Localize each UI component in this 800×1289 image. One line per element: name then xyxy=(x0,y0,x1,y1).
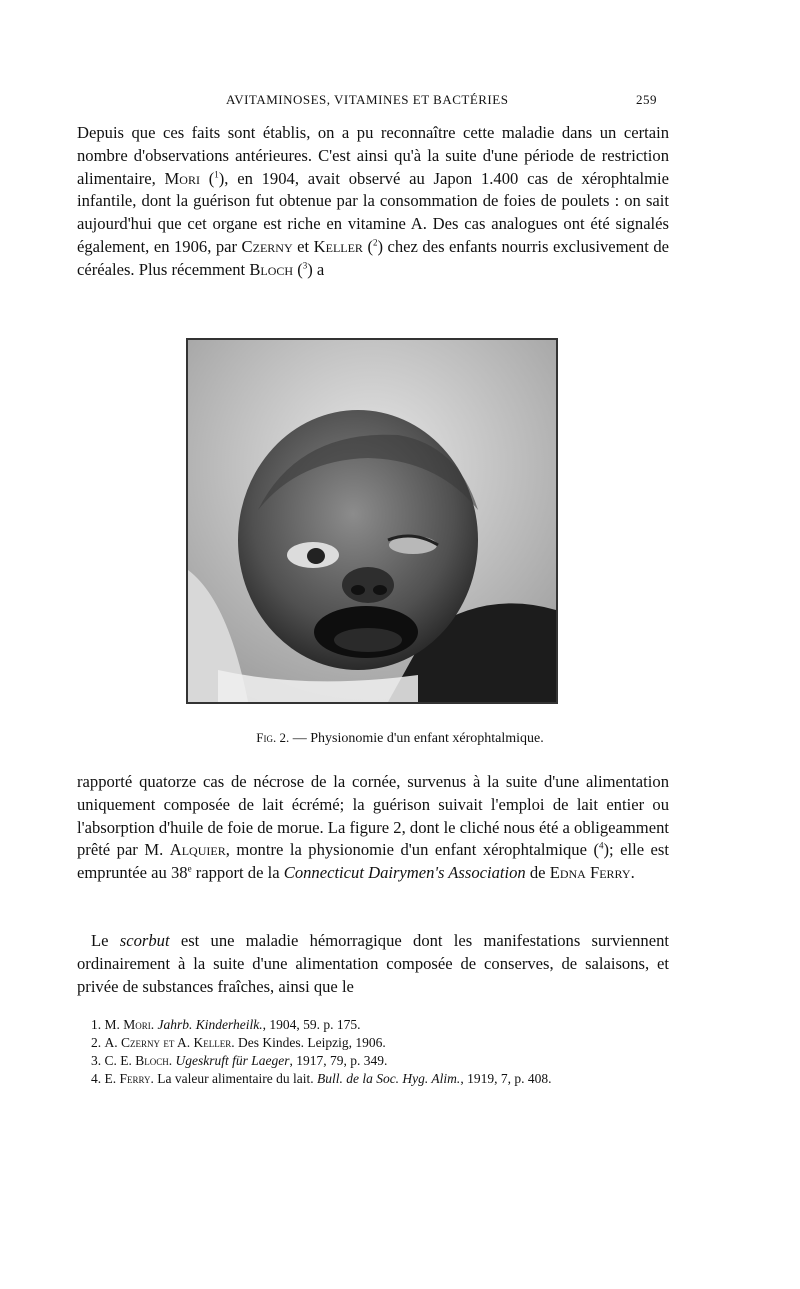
footnote-journal: Ugeskruft für Laeger xyxy=(175,1053,290,1068)
author-czerny: Czerny xyxy=(241,236,293,256)
footnote-rest: , 1919, 7, p. 408. xyxy=(460,1071,552,1086)
footnote-ref-2: 2 xyxy=(372,237,378,248)
figure-caption xyxy=(0,730,800,747)
paragraph-1-text-e: a xyxy=(312,259,325,279)
paragraph-1-text-b: , en 1904, avait observé au Japon 1.400 cas de xérophtalmie infantile, dont la guérison fut obtenue par la consommation de foies de poulets : on sait aujourd'hui que cet organe est riche en vitamine A. Des cas analogues ont été signalés également, en 1906, par xyxy=(77,168,669,256)
footnote-number: 4. xyxy=(91,1071,102,1086)
figure-label: Fig. 2. xyxy=(256,730,290,745)
author-bloch: Bloch xyxy=(249,259,294,279)
footnote-rest: , 1904, 59. p. 175. xyxy=(262,1017,361,1032)
footnote-author: C. E. Bloch. xyxy=(104,1053,173,1068)
paragraph-2-text-c: ; elle est empruntée au 38 xyxy=(77,840,669,883)
footnote-number: 2. xyxy=(91,1035,102,1050)
author-keller: Keller xyxy=(313,236,363,256)
author-alquier: Alquier xyxy=(169,840,226,860)
paragraph-2: rapporté quatorze cas de nécrose de la cornée, survenus à la suite d'une alimentation uniquement composée de lait écrémé; la guérison suivait l'emploi de lait entier ou l'absorption d'huile de foie de morue. La figure 2, dont le cliché nous été a obligeamment prêté par M. Alquier, montre la physionomie d'un enfant xérophtalmique ($^4$); elle est empruntée au 38e rapport de la Connecticut Dairymen's Association de Edna Ferry. xyxy=(77,772,669,883)
paragraph-1-text-d: chez des enfants nourris exclusivement de céréales. Plus récemment xyxy=(77,236,669,279)
footnote-text: La valeur alimentaire du lait. xyxy=(153,1071,317,1086)
paragraph-2-text-f: . xyxy=(630,863,635,883)
footnote-rest: , 1917, 79, p. 349. xyxy=(289,1053,388,1068)
paragraph-2-text-e: de xyxy=(525,863,550,883)
footnote-author: E. Ferry. xyxy=(104,1071,154,1086)
figure-caption-text: — Physionomie d'un enfant xérophtalmique. xyxy=(289,731,544,746)
paragraph-3-text-a: Le xyxy=(91,931,120,950)
running-header xyxy=(0,92,800,112)
paragraph-2-text-a: rapporté quatorze cas de nécrose de la cornée, survenus à la suite d'une alimentation uniquement composée de lait écrémé; la guérison suivait l'emploi de lait entier ou l'absorption d'huile de foie de morue. La figure 2, dont le cliché nous été a obligeamment prêté par M. xyxy=(77,772,669,860)
footnotes xyxy=(77,1016,669,1088)
footnote-3 xyxy=(77,1052,669,1070)
footnote-author: A. Czerny et A. Keller. xyxy=(104,1035,235,1050)
footnote-author: M. Mori. xyxy=(104,1017,155,1032)
ordinal-suffix: e xyxy=(187,863,192,874)
footnote-1 xyxy=(77,1016,669,1034)
footnote-ref-4: 4 xyxy=(598,840,604,851)
paragraph-3 xyxy=(77,930,669,998)
figure-photograph xyxy=(186,338,558,704)
paragraph-1-text-a: Depuis que ces faits sont établis, on a pu reconnaître cette maladie dans un certain nombre d'observations antérieures. C'est ainsi qu'à la suite d'une période de restriction alimentaire, xyxy=(77,123,669,188)
page-number: 259 xyxy=(636,92,657,107)
running-title: AVITAMINOSES, VITAMINES ET BACTÉRIES xyxy=(226,92,509,107)
footnote-2 xyxy=(77,1034,669,1052)
paragraph-3-text-b: est une maladie hémorragique dont les manifestations surviennent ordinairement à la suite d'une alimentation composée de conserves, de salaisons, et privée de substances fraîches, ainsi que le xyxy=(77,931,669,996)
footnote-journal: Jahrb. Kinderheilk. xyxy=(157,1017,263,1032)
paragraph-1-text-c: et xyxy=(292,236,314,256)
footnote-ref-3: 3 xyxy=(302,260,308,271)
footnote-journal: Bull. de la Soc. Hyg. Alim. xyxy=(316,1071,461,1086)
term-scorbut: scorbut xyxy=(119,931,170,950)
footnote-number: 1. xyxy=(91,1017,102,1032)
footnote-number: 3. xyxy=(91,1053,102,1068)
journal-title: Connecticut Dairymen's Association xyxy=(283,863,526,883)
author-edna-ferry: Edna Ferry xyxy=(549,863,631,883)
author-mori: Mori xyxy=(164,168,200,188)
paragraph-2-text-b: , montre la physionomie d'un enfant xérophtalmique xyxy=(225,840,594,860)
footnote-ref-1: 1 xyxy=(214,169,219,180)
footnote-4 xyxy=(77,1070,669,1088)
paragraph-2-text-d: rapport de la xyxy=(191,863,284,883)
footnote-rest: Des Kindes. Leipzig, 1906. xyxy=(234,1035,386,1050)
infant-photo-illustration xyxy=(188,340,556,702)
paragraph-1: Depuis que ces faits sont établis, on a pu reconnaître cette maladie dans un certain nombre d'observations antérieures. C'est ainsi qu'à la suite d'une période de restriction alimentaire, Mori ($^1$), en 1904, avait observé au Japon 1.400 cas de xérophtalmie infantile, dont la guérison fut obtenue par la consommation de foies de poulets : on sait aujourd'hui que cet organe est riche en vitamine A. Des cas analogues ont été signalés également, en 1906, par Czerny et Keller ($^2$) chez des enfants nourris exclusivement de céréales. Plus récemment Bloch ($^3$) a xyxy=(77,123,669,279)
